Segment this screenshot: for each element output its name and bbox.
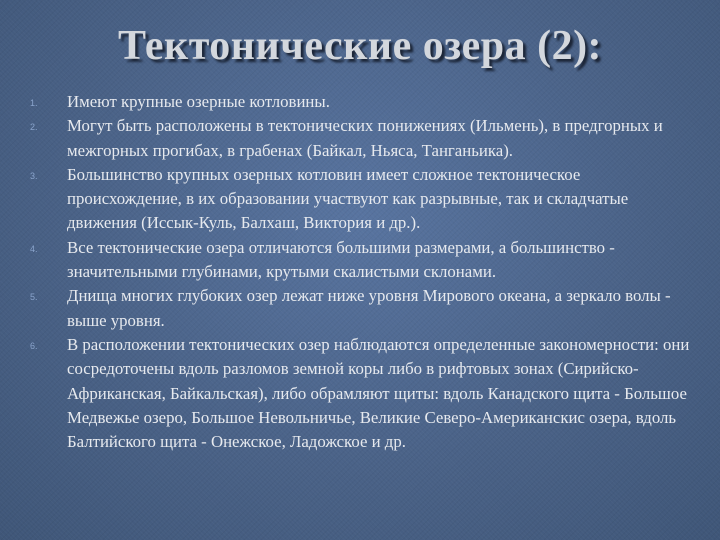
list-item-number: 4.: [30, 243, 38, 254]
list-item-text: Большинство крупных озерных котловин имеет сложное тектоническое происхождение, в их образовании участвуют как разрывные, так и складчатые движения (Иссык-Куль, Балхаш, Виктория и др.).: [67, 164, 629, 233]
list-item-number: 5.: [30, 292, 38, 303]
list-item-number: 6.: [30, 340, 38, 351]
list-item-number: 2.: [30, 122, 38, 133]
slide-title: Тектонические озера (2):: [117, 23, 603, 69]
list-item-text: В расположении тектонических озер наблюдаются определенные закономерности: они сосредоточены вдоль разломов земной коры либо в рифтовых зонах (Сирийско-Африканская, Байкальская), либо обрамляют щиты: вдоль Канадского щита - Большое Медвежье озеро, Большое Невольничье, Великие Северо-Американскис озера, вдоль Балтийского щита - Онежское, Ладожское и др.: [67, 334, 690, 452]
list-item-text: Имеют крупные озерные котловины.: [67, 92, 330, 111]
list-item-text: Все тектонические озера отличаются большими размерами, а большинство - значительными глубинами, крутыми скалистыми склонами.: [67, 237, 615, 282]
list-item: [30, 236, 690, 285]
list-item-number: 3.: [30, 170, 38, 181]
numbered-list: [30, 90, 690, 454]
list-item: [30, 333, 690, 454]
list-item: [30, 114, 690, 163]
list-item-number: 1.: [30, 98, 38, 108]
list-item: [30, 163, 690, 236]
list-item-text: Могут быть расположены в тектонических понижениях (Ильмень), в предгорных и межгорных прогибах, в грабенах (Байкал, Ньяса, Танганьика).: [67, 116, 663, 160]
list-item-text: Днища многих глубоких озер лежат ниже уровня Мирового океана, а зеркало волы - выше уровня.: [67, 286, 671, 330]
list-item: [30, 90, 690, 114]
list-item: [30, 284, 690, 333]
